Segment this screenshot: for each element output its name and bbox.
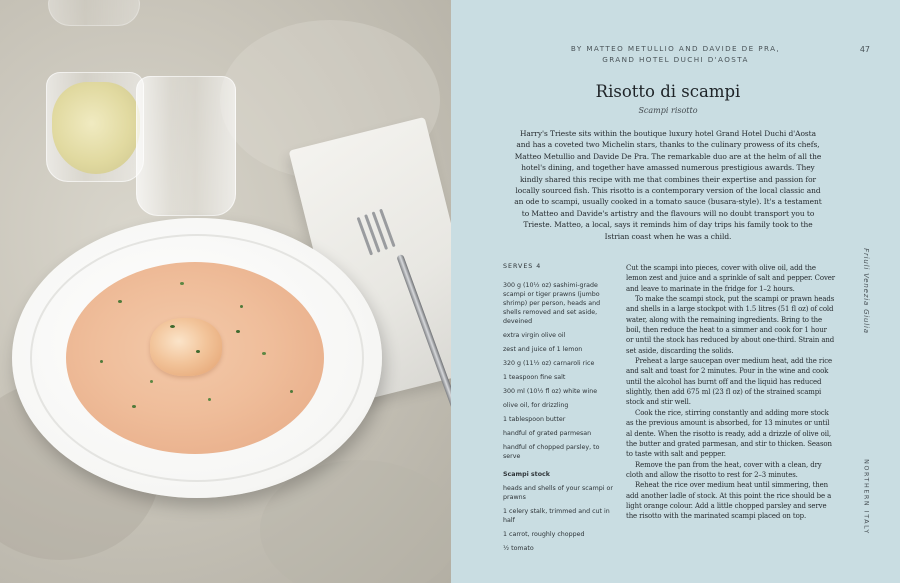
stock-ingredient-item: ½ tomato	[503, 545, 534, 553]
ingredient-item: extra virgin olive oil	[503, 331, 566, 339]
ingredient-item: handful of grated parmesan	[503, 430, 592, 438]
stock-heading: Scampi stock	[503, 471, 550, 479]
byline-line: BY MATTEO METULLIO AND DAVIDE DE PRA,	[570, 44, 781, 53]
side-section-text: NORTHERN ITALY	[862, 459, 870, 535]
side-region-text: Friuli Venezia Giulia	[862, 248, 870, 334]
recipe-intro: Harry's Trieste sits within the boutique luxury hotel Grand Hotel Duchi d'Aosta and has a coveted two Michelin stars, thanks to the culinary prowess of its chefs, Matteo Metullio and Davide De Pra. The remarkable duo are at the helm of all the hotel's dining, and together have amassed numerous prestigious awards. They kindly shared this recipe with me that combines their expertise and passion for locally sourced fish. This risotto is a contemporary version of the local classic and an ode to scampi, usually cooked in a tomato sauce (busara-style). It's a testament to Matteo and Davide's artistry and the flavours will no doubt transport you to Trieste. Matteo, a local, says it reminds him of day trips his family took to the Istrian coast when he was a child.	[514, 129, 822, 241]
byline-line: GRAND HOTEL DUCHI D'AOSTA	[602, 54, 749, 64]
stock-ingredient-item: 1 carrot, roughly chopped	[503, 531, 585, 539]
ingredients-list	[503, 263, 615, 559]
ingredient-item: olive oil, for drizzling	[503, 402, 569, 410]
parsley-fleck	[180, 282, 184, 285]
parsley-fleck	[290, 390, 293, 393]
recipe-title: Risotto di scampi	[595, 82, 741, 101]
byline	[451, 44, 900, 65]
parsley-fleck	[100, 360, 103, 363]
ingredient-item: zest and juice of 1 lemon	[503, 345, 583, 353]
side-region-label	[859, 246, 873, 336]
parsley-fleck	[170, 325, 175, 328]
method-step: To make the scampi stock, put the scampi or prawn heads and shells in a large stockpot with 1.5 litres (51 fl oz) of cold water, along with the remaining ingredients. Bring to the boil, then reduce the heat to a simmer and cook for 1 hour or until the stock has reduced by about one-third. Strain and set aside, discarding the solids.	[626, 295, 835, 355]
side-section-label	[859, 455, 873, 539]
recipe-subtitle: Scampi risotto	[638, 106, 698, 115]
method-step: Cook the rice, stirring constantly and adding more stock as the previous amount is absorbed, for 13 minutes or until al dente. When the risotto is ready, add a drizzle of olive oil, the butter and grated parmesan, and stir to thicken. Season to taste with salt and pepper.	[626, 408, 832, 459]
ingredient-item: 1 tablespoon butter	[503, 416, 566, 424]
parsley-fleck	[262, 352, 266, 355]
parsley-fleck	[150, 380, 153, 383]
stock-ingredient-item: 1 celery stalk, trimmed and cut in half	[503, 508, 610, 525]
stock-ingredient-item: heads and shells of your scampi or prawns	[503, 485, 613, 502]
water-glass	[136, 76, 236, 216]
white-wine	[52, 82, 140, 174]
method-step: Remove the pan from the heat, cover with a clean, dry cloth and allow the risotto to rest for 2–3 minutes.	[626, 460, 822, 479]
glass-top	[48, 0, 140, 26]
parsley-fleck	[118, 300, 122, 303]
ingredient-item: 300 g (10½ oz) sashimi-grade scampi or tiger prawns (jumbo shrimp) per person, heads and shells removed and set aside, deveined	[503, 281, 601, 325]
parsley-fleck	[208, 398, 211, 401]
ingredient-item: 300 ml (10½ fl oz) white wine	[503, 388, 598, 395]
ingredient-item: 320 g (11½ oz) carnaroli rice	[503, 359, 595, 367]
parsley-fleck	[236, 330, 240, 333]
method-steps	[626, 263, 836, 522]
parsley-fleck	[132, 405, 136, 408]
method-step: Reheat the rice over medium heat until simmering, then add another ladle of stock. At this point the rice should be a light orange colour. Add a little chopped parsley and serve the risotto with the marinated scampi placed on top.	[626, 481, 832, 521]
page-number: 47	[859, 45, 870, 54]
scampi-topping	[150, 318, 222, 376]
recipe-page	[451, 0, 900, 583]
method-step: Preheat a large saucepan over medium heat, add the rice and salt and toast for 2 minutes. Pour in the wine and cook until the alcohol has burnt off and the liquid has reduced slightly, then add 675 ml (23 fl oz) of the strained scampi stock and stir well.	[626, 357, 833, 407]
method-step: Cut the scampi into pieces, cover with olive oil, add the lemon zest and juice and a sprinkle of salt and pepper. Cover and leave to marinate in the fridge for 1–2 hours.	[626, 264, 836, 293]
serves-label: SERVES 4	[503, 263, 542, 270]
parsley-fleck	[196, 350, 200, 353]
ingredient-item: 1 teaspoon fine salt	[503, 373, 566, 381]
parsley-fleck	[240, 305, 243, 308]
ingredient-item: handful of chopped parsley, to serve	[503, 444, 600, 461]
